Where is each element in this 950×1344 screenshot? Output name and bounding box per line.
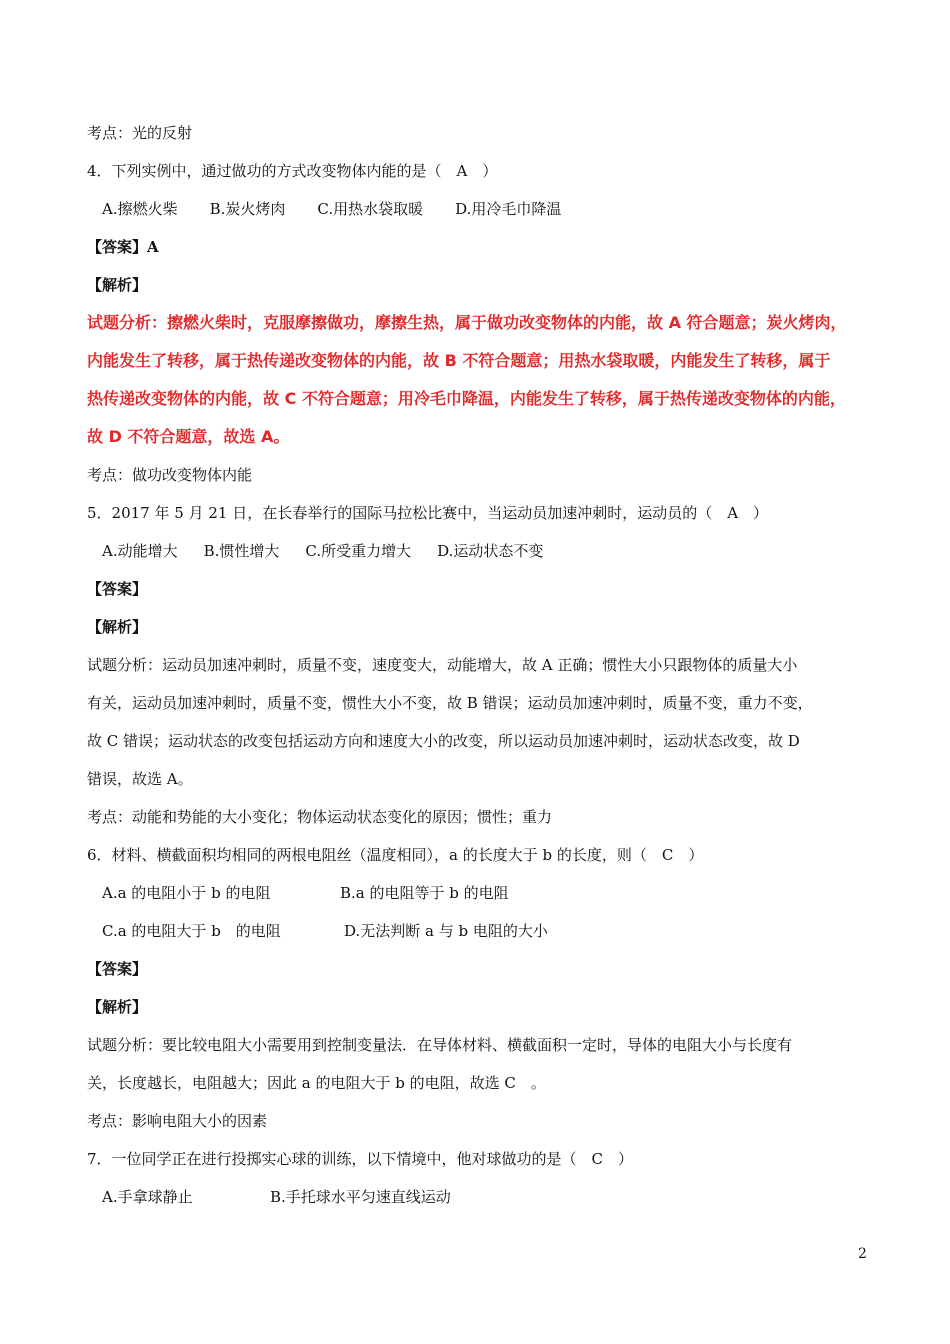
text-line: 考点：动能和势能的大小变化；物体运动状态变化的原因；惯性；重力	[87, 808, 553, 826]
option-c: C.所受重力增大	[305, 542, 412, 560]
question-6: 6．材料、横截面积均相同的两根电阻丝（温度相同），a 的长度大于 b 的长度，则（ C ）	[87, 846, 704, 864]
analysis-text: 试题分析：要比较电阻大小需要用到控制变量法．在导体材料、横截面积一定时，导体的电阻大小与长度有	[87, 1036, 793, 1054]
option-c: C.用热水袋取暖	[317, 200, 424, 218]
option-b: B.惯性增大	[203, 542, 280, 560]
options-row	[102, 541, 543, 561]
option-b: B.手托球水平匀速直线运动	[270, 1188, 451, 1206]
option-d: D.无法判断 a 与 b 电阻的大小	[344, 922, 548, 940]
option-d: D.运动状态不变	[437, 542, 544, 560]
text-line: 考点：影响电阻大小的因素	[87, 1112, 268, 1130]
answer-heading: 【答案】	[87, 960, 148, 978]
option-a: A.a 的电阻小于 b 的电阻	[102, 884, 271, 902]
analysis-heading: 【解析】	[87, 618, 148, 636]
option-a: A.擦燃火柴	[102, 200, 178, 218]
analysis-heading: 【解析】	[87, 276, 148, 294]
analysis-text: 关，长度越长，电阻越大；因此 a 的电阻大于 b 的电阻，故选 C 。	[87, 1074, 546, 1092]
answer-heading: 【答案】	[87, 580, 148, 598]
option-a: A.动能增大	[102, 542, 178, 560]
options-row	[102, 921, 548, 941]
answer-heading: 【答案】A	[87, 238, 159, 256]
option-a: A.手拿球静止	[102, 1188, 193, 1206]
options-row	[102, 1187, 451, 1207]
option-b: B.a 的电阻等于 b 的电阻	[340, 884, 509, 902]
analysis-text: 试题分析：运动员加速冲刺时，质量不变，速度变大，动能增大，故 A 正确；惯性大小只跟物体的质量大小	[87, 656, 798, 674]
text-line: 考点：做功改变物体内能	[87, 466, 253, 484]
analysis-text: 故 C 错误；运动状态的改变包括运动方向和速度大小的改变，所以运动员加速冲刺时，运动状态改变，故 D	[87, 732, 800, 750]
option-b: B.炭火烤肉	[209, 200, 286, 218]
analysis-text: 错误，故选 A。	[87, 770, 193, 788]
page-number: 2	[858, 1246, 867, 1262]
option-c: C.a 的电阻大于 b 的电阻	[102, 922, 281, 940]
question-5: 5．2017 年 5 月 21 日，在长春举行的国际马拉松比赛中，当运动员加速冲刺时，运动员的（ A ）	[87, 504, 769, 522]
analysis-heading: 【解析】	[87, 998, 148, 1016]
analysis-text-red: 故 D 不符合题意，故选 A。	[87, 427, 290, 446]
option-d: D.用冷毛巾降温	[455, 200, 562, 218]
analysis-text-red: 热传递改变物体的内能，故 C 不符合题意；用冷毛巾降温，内能发生了转移，属于热传递改变物体的内能，	[87, 389, 846, 408]
question-4: 4．下列实例中，通过做功的方式改变物体内能的是（ A ）	[87, 162, 498, 180]
options-row	[102, 199, 561, 219]
options-row	[102, 883, 509, 903]
analysis-text-red: 内能发生了转移，属于热传递改变物体的内能，故 B 不符合题意；用热水袋取暖，内能发生了转移，属于	[87, 351, 831, 370]
analysis-text-red: 试题分析：擦燃火柴时，克服摩擦做功，摩擦生热，属于做功改变物体的内能，故 A 符合题意；炭火烤肉，	[87, 313, 847, 332]
question-7: 7．一位同学正在进行投掷实心球的训练，以下情境中，他对球做功的是（ C ）	[87, 1150, 634, 1168]
analysis-text: 有关，运动员加速冲刺时，质量不变，惯性大小不变，故 B 错误；运动员加速冲刺时，质量不变，重力不变，	[87, 694, 813, 712]
text-line: 考点：光的反射	[87, 124, 193, 142]
